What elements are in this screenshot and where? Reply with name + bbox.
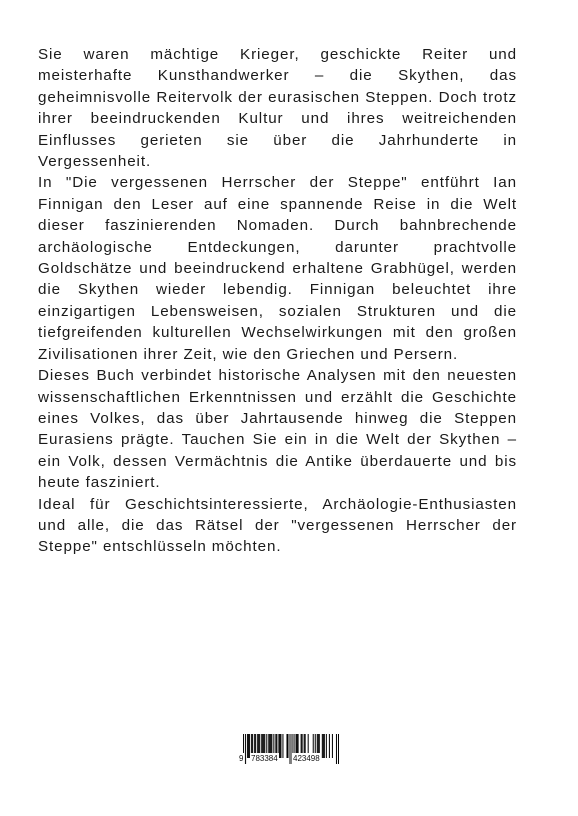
blurb-paragraph-content: Dieses Buch verbindet historische Analysen mit den neuesten wissenschaftlichen Erkenntnissen und erzählt die Geschichte eines Volkes, das über Jahrtausende hinweg die Steppen Eurasiens prägte. Tauchen Sie ein in die Welt der Skythen – ein Volk, dessen Vermächtnis die Antike überdauerte und bis heute fasziniert. [38,367,517,492]
blurb-paragraph-audience: Ideal für Geschichtsinteressierte, Archäologie-Enthusiasten und alle, die das Rätsel der "vergessenen Herrscher der Steppe" entschlüsseln möchten. [38,495,517,556]
isbn-right-group: 423498 [293,754,320,763]
isbn-left-group: 783384 [251,754,278,763]
back-cover-text [38,44,517,558]
isbn-digits [238,753,340,765]
isbn-lead-digit: 9 [239,754,244,763]
blurb-paragraph-intro: Sie waren mächtige Krieger, geschickte Reiter und meisterhafte Kunsthandwerker – die Skythen, das geheimnisvolle Reitervolk der eurasischen Steppen. Doch trotz ihrer beeindruckenden Kultur und ihres weitreichenden Einflusses gerieten sie über die Jahrhunderte in Vergessenheit. [38,46,517,171]
blurb-paragraph-summary: In "Die vergessenen Herrscher der Steppe" entführt Ian Finnigan den Leser auf eine spannende Reise in die Welt dieser faszinierenden Nomaden. Durch bahnbrechende archäologische Entdeckungen, darunter prachtvolle Goldschätze und beeindruckend erhaltene Grabhügel, werden die Skythen wieder lebendig. Finnigan beleuchtet ihre einzigartigen Lebensweisen, sozialen Strukturen und die tiefgreifenden kulturellen Wechselwirkungen mit den großen Zivilisationen ihrer Zeit, wie den Griechen und Persern. [38,174,517,363]
